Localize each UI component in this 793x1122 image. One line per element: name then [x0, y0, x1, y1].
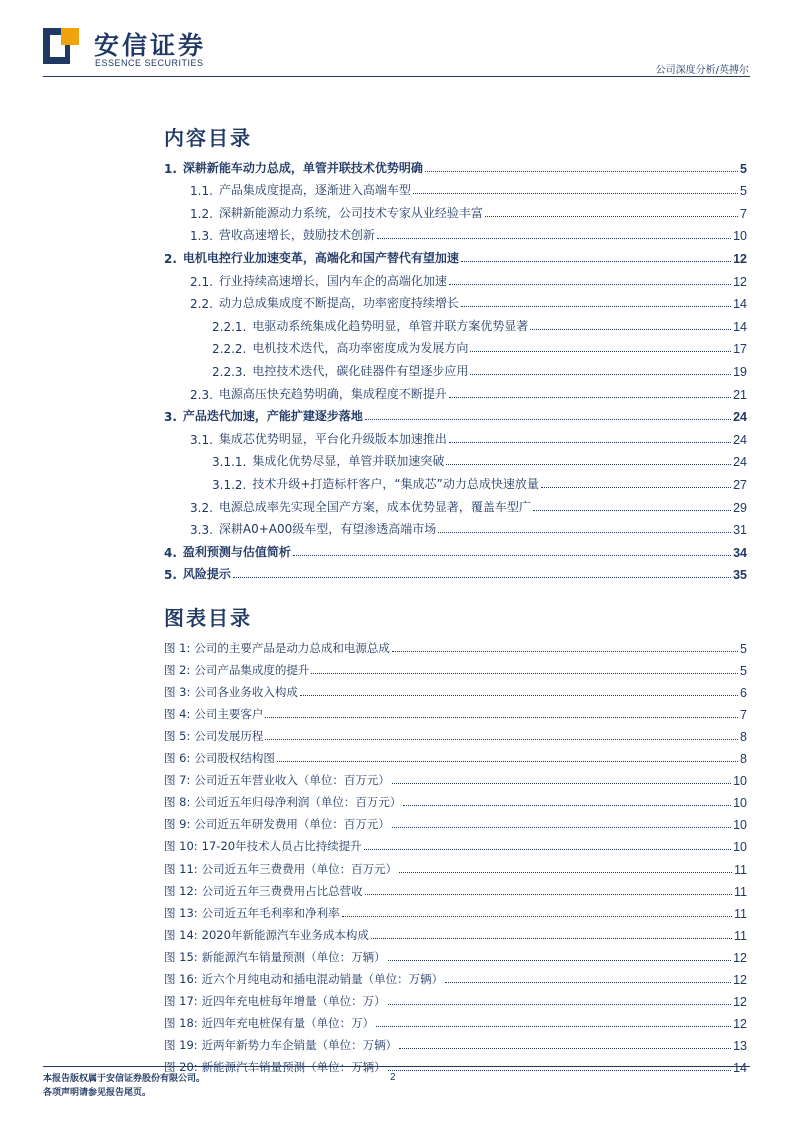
dot-leader [392, 783, 731, 784]
toc-entry-number: 4. [164, 545, 177, 560]
dot-leader [377, 238, 731, 239]
toc-entry-title: 深耕新能源动力系统，公司技术专家从业经验丰富 [218, 205, 483, 220]
figure-entry-page: 11 [734, 862, 747, 877]
header-divider [43, 76, 750, 77]
toc-entry-number: 1.2. [190, 206, 213, 221]
figure-entry-title: 近四年充电桩每年增量（单位：万） [201, 993, 386, 1008]
toc-entry[interactable] [164, 515, 747, 538]
figure-entry-page: 11 [734, 884, 747, 899]
dot-leader [533, 510, 731, 511]
toc-entry-page: 29 [733, 500, 747, 515]
toc-entry-page: 14 [733, 319, 747, 334]
figure-entry[interactable] [164, 1053, 747, 1075]
dot-leader [470, 351, 731, 352]
dot-leader [399, 872, 732, 873]
figure-entry-title: 公司近五年归母净利润（单位：百万元） [194, 795, 402, 810]
figure-entry-label: 图 6: [164, 751, 191, 766]
figure-entry-page: 13 [733, 1038, 747, 1053]
copyright-note: 本报告版权属于安信证券股份有限公司。 [43, 1074, 206, 1084]
figure-entry-page: 10 [733, 774, 747, 789]
figure-entry[interactable] [164, 943, 747, 965]
figure-entry-title: 近六个月纯电动和插电混动销量（单位：万辆） [201, 971, 444, 986]
toc-entry[interactable] [164, 424, 747, 447]
figure-entry-label: 图 8: [164, 795, 191, 810]
toc-entry-number: 2.1. [190, 274, 213, 289]
figure-entry-page: 6 [740, 686, 747, 701]
figure-index [164, 634, 747, 1075]
toc-entry-page: 17 [733, 342, 747, 357]
dot-leader [445, 982, 731, 983]
dot-leader [233, 577, 731, 578]
footer-divider [43, 1066, 750, 1067]
dot-leader [413, 193, 738, 194]
toc-entry[interactable] [164, 198, 747, 221]
figure-entry-page: 12 [733, 1016, 747, 1031]
toc-entry-number: 3.1. [190, 432, 213, 447]
figure-entry-page: 10 [733, 840, 747, 855]
toc-entry-number: 3.2. [190, 500, 213, 515]
figure-entry[interactable] [164, 810, 747, 832]
figure-entry[interactable] [164, 766, 747, 788]
table-of-contents [164, 153, 747, 582]
toc-entry[interactable] [164, 153, 747, 176]
figure-entry-page: 10 [733, 818, 747, 833]
toc-entry[interactable] [164, 334, 747, 357]
toc-entry-number: 3.1.2. [212, 477, 247, 492]
toc-entry[interactable] [164, 537, 747, 560]
figure-entry-page: 12 [733, 950, 747, 965]
figure-entry-page: 12 [733, 994, 747, 1009]
toc-entry[interactable] [164, 289, 747, 312]
toc-entry[interactable] [164, 469, 747, 492]
dot-leader [371, 938, 732, 939]
toc-entry-title: 深耕A0+A00级车型，有望渗透高端市场 [218, 522, 437, 537]
figure-entry-label: 图 4: [164, 707, 191, 722]
toc-entry-number: 2.2. [190, 297, 213, 312]
figure-entry-title: 公司各业务收入构成 [194, 685, 298, 700]
figure-entry-title: 公司近五年研发费用（单位：百万元） [194, 817, 390, 832]
figure-entry[interactable] [164, 744, 747, 766]
dot-leader [388, 1070, 731, 1071]
toc-entry-number: 2.2.1. [212, 319, 247, 334]
figure-entry-label: 图 16: [164, 971, 198, 986]
dot-leader [446, 464, 731, 465]
toc-entry-title: 集成芯优势明显，平台化升级版本加速推出 [218, 431, 447, 446]
toc-entry[interactable] [164, 379, 747, 402]
toc-entry-page: 19 [733, 364, 747, 379]
toc-entry-title: 电机技术迭代，高功率密度成为发展方向 [252, 341, 469, 356]
toc-entry-title: 产品集成度提高，逐渐进入高端车型 [218, 183, 411, 198]
dot-leader [425, 171, 738, 172]
figure-entry-label: 图 13: [164, 905, 198, 920]
toc-entry[interactable] [164, 402, 747, 425]
disclaimer-note: 各项声明请参见报告尾页。 [43, 1088, 152, 1098]
page-header [0, 0, 793, 80]
toc-entry-page: 12 [733, 274, 747, 289]
figure-entry-title: 17-20年技术人员占比持续提升 [201, 839, 362, 854]
figure-entry-label: 图 19: [164, 1037, 198, 1052]
dot-leader [449, 284, 731, 285]
dot-leader [461, 261, 731, 262]
dot-leader [438, 532, 731, 533]
figure-entry-title: 公司主要客户 [194, 707, 264, 722]
toc-entry-title: 电控技术迭代，碳化硅器件有望逐步应用 [252, 363, 469, 378]
figure-entry-label: 图 10: [164, 839, 198, 854]
toc-entry[interactable] [164, 356, 747, 379]
figure-entry-page: 5 [740, 664, 747, 679]
figure-entry-title: 公司的主要产品是动力总成和电源总成 [194, 641, 390, 656]
figure-entry-title: 公司近五年三费费用占比总营收 [201, 883, 363, 898]
toc-entry-title: 技术升级+打造标杆客户，“集成芯”动力总成快速放量 [252, 476, 539, 491]
figure-entry-label: 图 14: [164, 927, 198, 942]
figure-entry[interactable] [164, 854, 747, 876]
essence-logo-icon [43, 28, 79, 64]
toc-entry-number: 3.1.1. [212, 455, 247, 470]
figure-entry[interactable] [164, 832, 747, 854]
toc-entry-page: 34 [733, 545, 747, 560]
figure-entry-label: 图 7: [164, 773, 191, 788]
toc-entry-title: 电源高压快充趋势明确，集成程度不断提升 [218, 386, 447, 401]
report-tag: 公司深度分析/英搏尔 [655, 65, 749, 76]
dot-leader [541, 487, 731, 488]
toc-entry[interactable] [164, 221, 747, 244]
toc-entry-number: 2. [164, 251, 177, 266]
toc-entry-title: 集成化优势尽显，单管并联加速突破 [252, 454, 445, 469]
dot-leader [485, 216, 738, 217]
figure-index-title: 图表目录 [164, 606, 252, 630]
toc-entry-title: 电源总成率先实现全国产方案，成本优势显著，覆盖车型广 [218, 499, 531, 514]
figure-entry-title: 近两年新势力车企销量（单位：万辆） [201, 1037, 398, 1052]
dot-leader [392, 651, 738, 652]
dot-leader [403, 805, 731, 806]
toc-entry-title: 深耕新能车动力总成，单管并联技术优势明确 [182, 160, 423, 175]
figure-entry-label: 图 1: [164, 641, 191, 656]
toc-entry-number: 2.2.3. [212, 364, 247, 379]
figure-entry-title: 公司近五年营业收入（单位：百万元） [194, 773, 390, 788]
toc-entry-title: 电机电控行业加速变革，高端化和国产替代有望加速 [182, 250, 459, 265]
dot-leader [364, 849, 732, 850]
dot-leader [399, 1048, 731, 1049]
figure-entry[interactable] [164, 700, 747, 722]
figure-entry[interactable] [164, 1031, 747, 1053]
toc-entry-title: 产品迭代加速，产能扩建逐步落地 [182, 409, 363, 424]
toc-entry-page: 24 [733, 432, 747, 447]
dot-leader [311, 673, 738, 674]
dot-leader [365, 419, 731, 420]
figure-entry[interactable] [164, 678, 747, 700]
toc-entry-page: 35 [733, 568, 747, 583]
figure-entry-label: 图 15: [164, 949, 198, 964]
dot-leader [392, 827, 731, 828]
figure-entry-label: 图 2: [164, 663, 191, 678]
figure-entry[interactable] [164, 722, 747, 744]
figure-entry-page: 11 [734, 928, 747, 943]
dot-leader [300, 695, 738, 696]
toc-entry-page: 7 [740, 206, 747, 221]
toc-entry-number: 1.3. [190, 229, 213, 244]
dot-leader [342, 916, 732, 917]
toc-title: 内容目录 [164, 126, 252, 150]
dot-leader [376, 1026, 731, 1027]
figure-entry[interactable] [164, 987, 747, 1009]
toc-entry-number: 3.3. [190, 523, 213, 538]
dot-leader [388, 1004, 731, 1005]
toc-entry-title: 电驱动系统集成化趋势明显，单管并联方案优势显著 [252, 318, 529, 333]
figure-entry-title: 公司股权结构图 [194, 751, 275, 766]
toc-entry[interactable] [164, 447, 747, 470]
toc-entry-page: 10 [733, 229, 747, 244]
toc-entry-title: 行业持续高速增长，国内车企的高端化加速 [218, 273, 447, 288]
toc-entry-page: 5 [740, 184, 747, 199]
toc-entry[interactable] [164, 266, 747, 289]
figure-entry-label: 图 12: [164, 883, 198, 898]
figure-entry-title: 新能源汽车销量预测（单位：万辆） [201, 949, 386, 964]
toc-entry-page: 24 [733, 455, 747, 470]
figure-entry-label: 图 5: [164, 729, 191, 744]
figure-entry-label: 图 3: [164, 685, 191, 700]
dot-leader [530, 329, 731, 330]
figure-entry[interactable] [164, 877, 747, 899]
logo-english-name: ESSENCE SECURITIES [95, 58, 204, 68]
toc-entry[interactable] [164, 560, 747, 583]
toc-entry-number: 2.3. [190, 387, 213, 402]
dot-leader [293, 555, 731, 556]
toc-entry[interactable] [164, 492, 747, 515]
toc-entry-page: 5 [740, 161, 747, 176]
figure-entry-page: 8 [740, 730, 747, 745]
toc-entry[interactable] [164, 176, 747, 199]
toc-entry-number: 5. [164, 568, 177, 583]
toc-entry-page: 12 [733, 251, 747, 266]
figure-entry-page: 5 [740, 642, 747, 657]
toc-entry-title: 动力总成集成度不断提高，功率密度持续增长 [218, 296, 459, 311]
figure-entry-title: 公司近五年三费费用（单位：百万元） [201, 861, 398, 876]
toc-entry[interactable] [164, 311, 747, 334]
figure-entry-title: 新能源汽车销量预测（单位：万辆） [201, 1059, 386, 1074]
figure-entry-page: 11 [734, 906, 747, 921]
figure-entry-label: 图 9: [164, 817, 191, 832]
figure-entry-title: 2020年新能源汽车业务成本构成 [201, 927, 369, 942]
page-number: 2 [390, 1072, 396, 1083]
figure-entry[interactable] [164, 1009, 747, 1031]
figure-entry-label: 图 18: [164, 1015, 198, 1030]
toc-entry-title: 盈利预测与估值简析 [182, 544, 291, 559]
figure-entry-title: 公司近五年毛利率和净利率 [201, 905, 340, 920]
figure-entry[interactable] [164, 921, 747, 943]
dot-leader [265, 717, 738, 718]
figure-entry[interactable] [164, 656, 747, 678]
dot-leader [277, 761, 738, 762]
toc-entry-page: 24 [733, 410, 747, 425]
toc-entry-number: 3. [164, 410, 177, 425]
toc-entry-number: 1. [164, 161, 177, 176]
dot-leader [449, 397, 731, 398]
toc-entry-page: 27 [733, 477, 747, 492]
figure-entry[interactable] [164, 788, 747, 810]
dot-leader [388, 960, 731, 961]
figure-entry-page: 8 [740, 752, 747, 767]
dot-leader [265, 739, 738, 740]
dot-leader [461, 306, 731, 307]
figure-entry-page: 7 [740, 708, 747, 723]
dot-leader [449, 442, 731, 443]
figure-entry-title: 公司产品集成度的提升 [194, 663, 310, 678]
toc-entry-page: 14 [733, 297, 747, 312]
figure-entry-label: 图 17: [164, 993, 198, 1008]
toc-entry-title: 营收高速增长，鼓励技术创新 [218, 228, 375, 243]
toc-entry-page: 31 [733, 523, 747, 538]
figure-entry-page: 12 [733, 972, 747, 987]
toc-entry-number: 2.2.2. [212, 342, 247, 357]
toc-entry-page: 21 [733, 387, 747, 402]
figure-entry-page: 10 [733, 796, 747, 811]
figure-entry[interactable] [164, 634, 747, 656]
toc-entry-title: 风险提示 [182, 567, 231, 582]
dot-leader [470, 374, 731, 375]
figure-entry[interactable] [164, 899, 747, 921]
logo-chinese-name: 安信证券 [94, 31, 207, 60]
dot-leader [365, 894, 732, 895]
figure-entry-title: 近四年充电桩保有量（单位：万） [201, 1015, 375, 1030]
toc-entry[interactable] [164, 243, 747, 266]
figure-entry-page: 14 [733, 1060, 747, 1075]
toc-entry-number: 1.1. [190, 184, 213, 199]
figure-entry-label: 图 11: [164, 861, 198, 876]
figure-entry-label: 图 20: [164, 1059, 198, 1074]
figure-entry-title: 公司发展历程 [194, 729, 264, 744]
figure-entry[interactable] [164, 965, 747, 987]
